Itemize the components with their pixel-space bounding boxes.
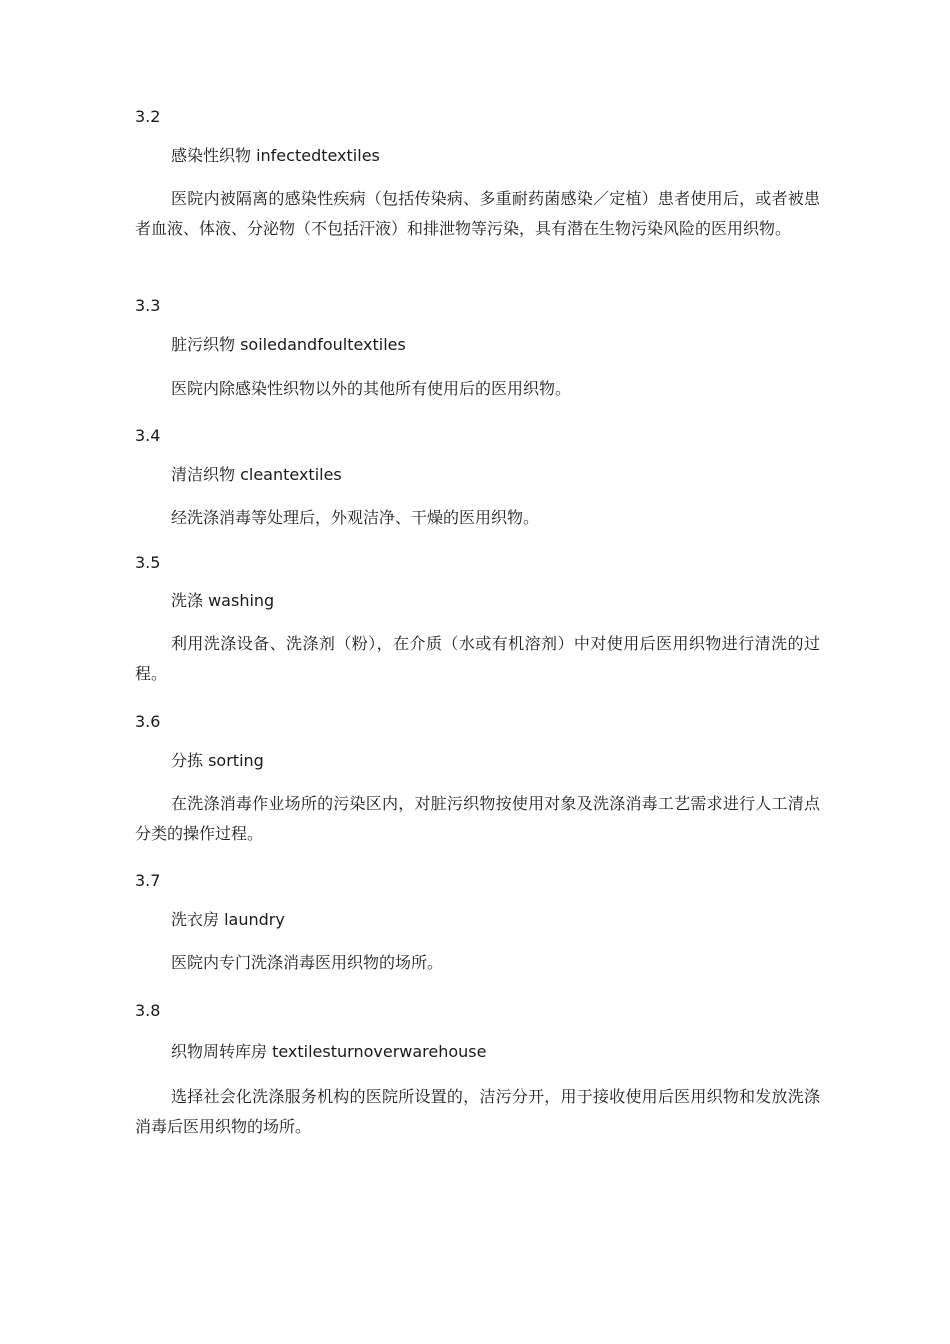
- term-heading: 清洁织物 cleantextiles: [171, 465, 342, 484]
- section-number: 3.6: [135, 712, 161, 731]
- section-number: 3.4: [135, 426, 161, 445]
- term-heading: 脏污织物 soiledandfoultextiles: [171, 335, 406, 354]
- term-definition: 经洗涤消毒等处理后，外观洁净、干燥的医用织物。: [171, 508, 540, 527]
- term-definition: 医院内被隔离的感染性疾病（包括传染病、多重耐药菌感染／定植）患者使用后，或者被患者血液、体液、分泌物（不包括汗液）和排泄物等污染，具有潜在生物污染风险的医用织物。: [135, 189, 820, 238]
- term-definition: 选择社会化洗涤服务机构的医院所设置的，洁污分开，用于接收使用后医用织物和发放洗涤消毒后医用织物的场所。: [135, 1087, 820, 1136]
- section-number: 3.2: [135, 107, 161, 126]
- term-definition: 在洗涤消毒作业场所的污染区内，对脏污织物按使用对象及洗涤消毒工艺需求进行人工清点分类的操作过程。: [135, 794, 820, 843]
- term-definition: 利用洗涤设备、洗涤剂（粉），在介质（水或有机溶剂）中对使用后医用织物进行清洗的过程。: [135, 634, 820, 683]
- section-number: 3.7: [135, 871, 161, 890]
- section-number: 3.8: [135, 1001, 161, 1020]
- term-heading: 织物周转库房 textilesturnoverwarehouse: [171, 1042, 487, 1061]
- term-definition: 医院内专门洗涤消毒医用织物的场所。: [171, 953, 444, 972]
- term-definition: 医院内除感染性织物以外的其他所有使用后的医用织物。: [171, 379, 572, 398]
- section-number: 3.5: [135, 553, 161, 572]
- term-heading: 洗涤 washing: [171, 591, 275, 610]
- term-heading: 分拣 sorting: [171, 751, 264, 770]
- term-heading: 感染性织物 infectedtextiles: [171, 146, 380, 165]
- section-number: 3.3: [135, 296, 161, 315]
- term-heading: 洗衣房 laundry: [171, 910, 285, 929]
